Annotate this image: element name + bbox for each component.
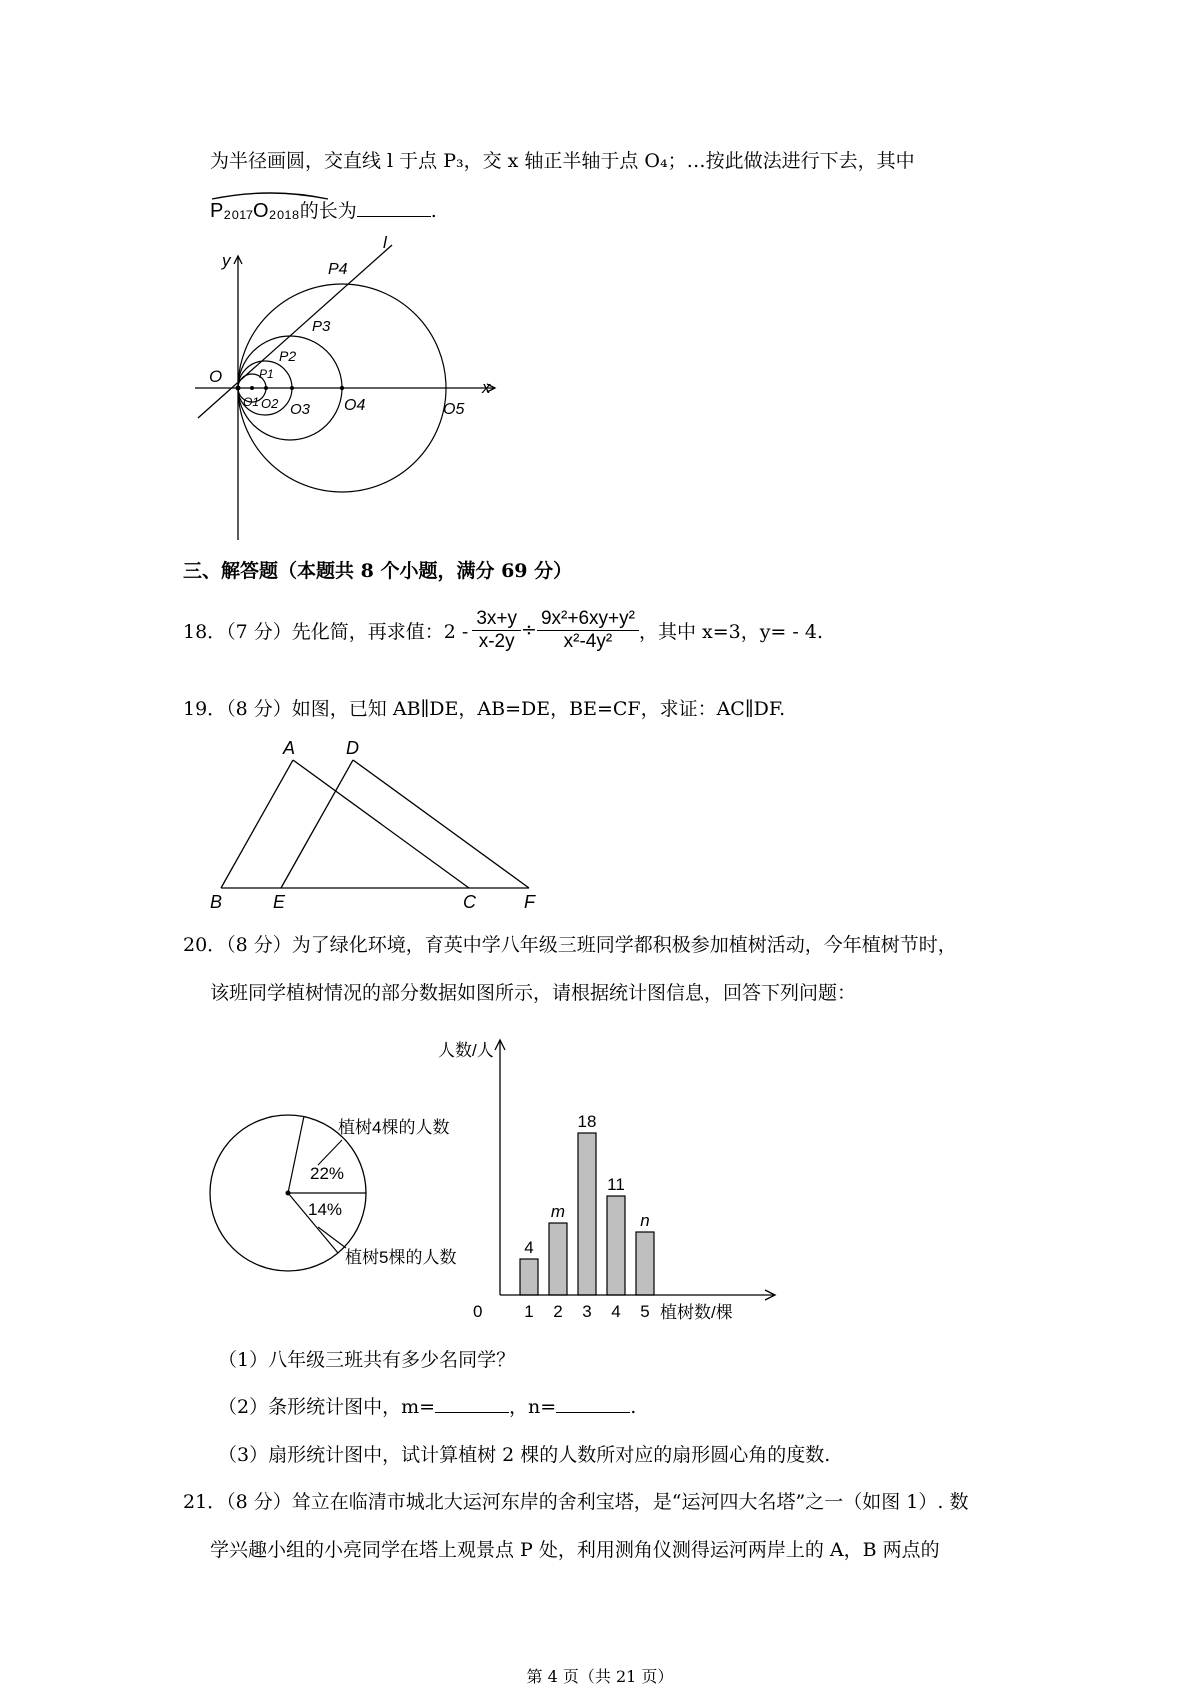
leader-bottom: [318, 1227, 346, 1248]
point-O1: [250, 386, 254, 390]
segment-AC: [293, 760, 469, 888]
label-O5: O5: [443, 401, 465, 418]
bar-1: [520, 1259, 538, 1295]
pct-bottom: 14%: [308, 1200, 343, 1219]
bar-origin-label: 0: [473, 1302, 483, 1321]
label-A: A: [283, 738, 296, 758]
fraction-2-numerator: 9x²+6xy+y²: [537, 608, 639, 631]
pie-radius-a: [288, 1116, 304, 1193]
label-O2: O2: [261, 396, 279, 411]
q20-sub2-mid: ，n=: [509, 1396, 557, 1418]
bar-2: [549, 1223, 567, 1295]
label-F: F: [524, 892, 535, 912]
segment-DF: [353, 760, 529, 888]
label-C: C: [463, 892, 476, 912]
n-answer-blank[interactable]: [556, 1394, 630, 1413]
label-E: E: [273, 892, 286, 912]
label-O3: O3: [290, 401, 311, 418]
q17-length-text: 的长为: [299, 200, 357, 222]
bar-chart: [438, 1030, 830, 1322]
fraction-2: [537, 608, 639, 653]
q19-line: 19．（8 分）如图，已知 AB∥DE，AB=DE，BE=CF，求证：AC∥DF.: [183, 698, 786, 720]
q17-period: .: [430, 200, 437, 222]
label-P3: P3: [312, 318, 331, 335]
q19-triangles-figure: [205, 730, 545, 910]
bar-data-label-1: 4: [524, 1238, 534, 1257]
q18-prefix: 18．（7 分）先化简，再求值：2 -: [183, 620, 469, 643]
segment-DE: [281, 760, 353, 888]
bar-data-label-3: 18: [577, 1112, 597, 1131]
bar-data-label-2: m: [550, 1202, 566, 1221]
fraction-1-denominator: x-2y: [478, 630, 515, 652]
bar-y-label: 人数/人: [438, 1041, 494, 1060]
fraction-1: [472, 608, 521, 653]
section-3-title: 三、解答题（本题共 8 个小题，满分 69 分）: [183, 560, 573, 582]
m-answer-blank[interactable]: [435, 1394, 509, 1413]
q20-sub3: （3）扇形统计图中，试计算植树 2 棵的人数所对应的扇形圆心角的度数.: [218, 1444, 831, 1466]
bar-tick-label-2: 2: [553, 1302, 563, 1321]
q21-line1: 21．（8 分）耸立在临清市城北大运河东岸的舍利宝塔，是“运河四大名塔”之一（如图 1）. 数: [183, 1491, 969, 1513]
q20-sub2-prefix: （2）条形统计图中，m=: [218, 1396, 436, 1418]
label-x: x: [482, 378, 491, 397]
pie-center: [286, 1191, 291, 1196]
label-l: l: [383, 233, 387, 252]
label-P1: P1: [259, 367, 274, 381]
label-D: D: [346, 738, 359, 758]
leader-top: [318, 1140, 342, 1165]
fraction-2-denominator: x²-4y²: [563, 630, 613, 652]
q20-sub2: [218, 1392, 636, 1419]
label-O1: O1: [243, 395, 260, 409]
label-B: B: [210, 892, 223, 912]
line-l: [198, 245, 392, 418]
label-P4: P4: [328, 261, 348, 278]
bar-tick-label-1: 1: [524, 1302, 534, 1321]
label-y: y: [222, 251, 231, 270]
label-5-trees: 植树5棵的人数: [345, 1248, 457, 1267]
q20-sub2-end: .: [630, 1396, 637, 1418]
arc-symbol: [210, 190, 330, 200]
q20-line1: 20．（8 分）为了绿化环境，育英中学八年级三班同学都积极参加植树活动，今年植树节时，: [183, 934, 957, 956]
q20-line2: 该班同学植树情况的部分数据如图所示，请根据统计图信息，回答下列问题：: [210, 982, 857, 1004]
q18-suffix: ，其中 x=3，y= - 4.: [638, 620, 823, 643]
arc-label: P₂₀₁₇O₂₀₁₈: [210, 194, 300, 223]
q18-line: [183, 600, 823, 660]
bar-data-label-5: n: [640, 1211, 650, 1230]
bar-tick-label-4: 4: [611, 1302, 621, 1321]
point-O: [236, 386, 241, 391]
bar-x-label: 植树数/棵: [660, 1303, 733, 1322]
bar-tick-label-5: 5: [640, 1302, 650, 1321]
q20-sub1: （1）八年级三班共有多少名同学？: [218, 1349, 516, 1371]
bar-data-label-4: 11: [607, 1175, 625, 1194]
q21-line2: 学兴趣小组的小亮同学在塔上观景点 P 处，利用测角仪测得运河两岸上的 A，B 两点的: [210, 1539, 940, 1561]
label-O: O: [209, 367, 223, 386]
bar-4: [607, 1196, 625, 1295]
q17-circles-figure: [195, 230, 515, 540]
label-P2: P2: [279, 348, 297, 364]
page-footer: 第 4 页（共 21 页）: [526, 1667, 674, 1686]
point-O4: [340, 386, 344, 390]
bar-tick-label-3: 3: [582, 1302, 592, 1321]
q17-answer-blank[interactable]: [357, 198, 431, 217]
label-O4: O4: [344, 397, 366, 414]
fraction-1-numerator: 3x+y: [472, 608, 521, 631]
division-sign: ÷: [521, 619, 537, 641]
label-4-trees: 植树4棵的人数: [338, 1118, 450, 1137]
bar-3: [578, 1133, 596, 1295]
q17-line2: [210, 194, 437, 223]
bar-5: [636, 1232, 654, 1295]
point-O3: [290, 386, 294, 390]
point-O2: [264, 386, 268, 390]
pct-top: 22%: [310, 1164, 345, 1183]
segment-AB: [221, 760, 293, 888]
q17-line1: 为半径画圆，交直线 l 于点 P₃，交 x 轴正半轴于点 O₄；…按此做法进行下去，其中: [210, 150, 915, 172]
